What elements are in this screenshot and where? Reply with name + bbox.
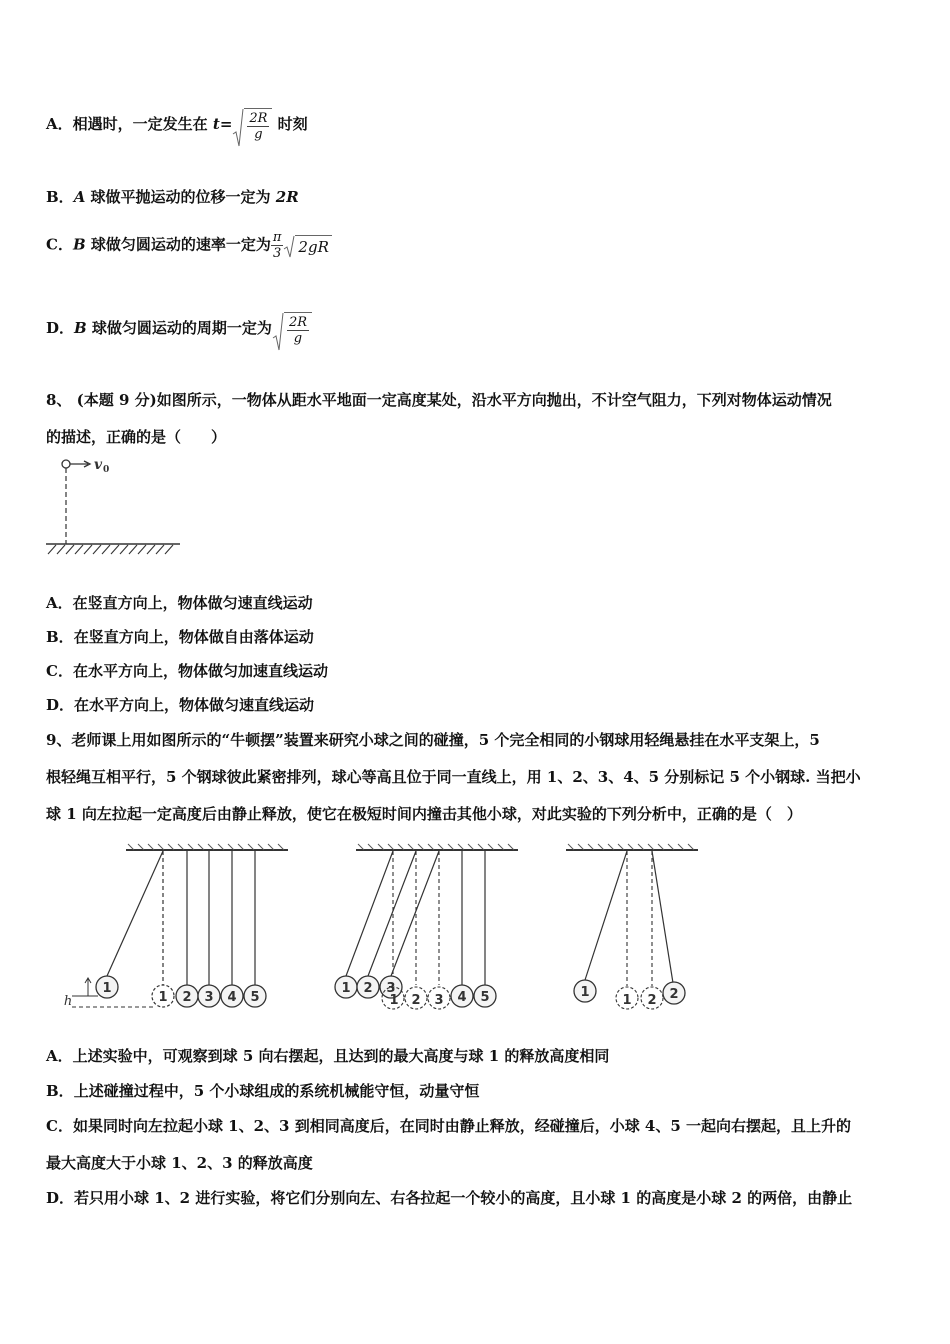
q9-option-c-cont bbox=[46, 1152, 906, 1173]
q7-option-d-num: 2R bbox=[288, 315, 307, 330]
q9-option-a-text: 上述实验中，可观察到球 5 向右摆起，且达到的最大高度与球 1 的释放高度相同 bbox=[72, 1047, 610, 1065]
q7-option-c-var: B bbox=[72, 235, 86, 254]
q9-figure-2 bbox=[335, 844, 518, 1009]
q8-option-b bbox=[46, 626, 314, 647]
q7-option-a-den: g bbox=[254, 127, 263, 142]
q9-h-label: h bbox=[63, 994, 73, 1009]
q9-fig1-ball-1: 1 bbox=[102, 981, 112, 996]
q9-fig2-ball-3-rest: 3 bbox=[434, 993, 444, 1008]
q9-option-d-text: 若只用小球 1、2 进行实验，将它们分别向左、右各拉起一个较小的高度，且小球 1 的高度是小球 2 的两倍，由静止 bbox=[74, 1189, 853, 1207]
q7-option-b-text: 球做平抛运动的位移一定为 bbox=[85, 188, 276, 206]
q9-fig2-ball-4: 4 bbox=[457, 990, 467, 1005]
q9-option-c-text: 如果同时向左拉起小球 1、2、3 到相同高度后，在同时由静止释放，经碰撞后，小球 4、5 一起向右摆起，且上升的 bbox=[72, 1117, 852, 1135]
q7-option-d-sqrt bbox=[272, 312, 312, 346]
q8-option-d bbox=[46, 694, 314, 715]
q7-option-a-sqrt bbox=[232, 108, 272, 142]
q9-figure-1 bbox=[64, 844, 288, 1009]
q7-option-b-value: 2R bbox=[275, 188, 299, 206]
q8-option-d-key: D． bbox=[46, 696, 75, 714]
q9-fig1-ball-5: 5 bbox=[250, 990, 260, 1005]
q7-option-d-den: g bbox=[293, 331, 303, 346]
q7-option-c-coef bbox=[271, 230, 284, 261]
q9-fig1-ball-3: 3 bbox=[204, 990, 214, 1005]
q9-fig1-ball-4: 4 bbox=[227, 990, 237, 1005]
q7-option-d bbox=[46, 312, 312, 346]
q8-option-c-text: 在水平方向上，物体做匀加速直线运动 bbox=[72, 662, 328, 680]
q9-option-c-key: C． bbox=[46, 1117, 73, 1135]
q7-option-a-key: A． bbox=[46, 115, 73, 133]
q7-option-c-key: C． bbox=[46, 235, 73, 254]
q9-fig2-ball-2: 2 bbox=[363, 981, 373, 996]
q8-option-a-text: 在竖直方向上，物体做匀速直线运动 bbox=[72, 594, 313, 612]
q8-stem-line2: 的描述，正确的是（ ） bbox=[46, 428, 227, 446]
q8-option-b-text: 在竖直方向上，物体做自由落体运动 bbox=[73, 628, 314, 646]
q7-option-d-var: B bbox=[74, 319, 87, 337]
q9-option-d-key: D． bbox=[46, 1189, 75, 1207]
q8-ground-hatch bbox=[48, 545, 173, 554]
q9-stem-line3: 球 1 向左拉起一定高度后由静止释放，使它在极短时间内撞击其他小球，对此实验的下列分析中，正确的是（ ） bbox=[46, 805, 802, 823]
q9-figure-3 bbox=[566, 844, 698, 1009]
q9-fig2-ball-1-rest: 1 bbox=[389, 993, 399, 1008]
q8-v-subscript: 0 bbox=[103, 465, 110, 475]
q7-option-a-var: t bbox=[212, 115, 220, 133]
q9-option-c bbox=[46, 1115, 906, 1136]
q9-option-b-key: B． bbox=[46, 1082, 74, 1100]
q7-option-a-num: 2R bbox=[249, 111, 268, 126]
q9-fig3-ball-1: 1 bbox=[580, 985, 590, 1000]
q9-option-b bbox=[46, 1080, 906, 1101]
q8-option-b-key: B． bbox=[46, 628, 74, 646]
q7-option-c-sqrt bbox=[283, 235, 331, 256]
q9-option-a bbox=[46, 1045, 906, 1066]
q9-fig3-ball-1-rest: 1 bbox=[622, 993, 632, 1008]
q7-option-a-text: 相遇时，一定发生在 bbox=[72, 115, 213, 133]
q7-option-c-root: 2gR bbox=[295, 235, 331, 256]
q8-object-ball bbox=[62, 460, 70, 468]
q7-option-c-coef-num: π bbox=[272, 230, 282, 245]
q9-newton-cradle-figures bbox=[58, 838, 708, 1028]
q9-option-c-cont-text: 最大高度大于小球 1、2、3 的释放高度 bbox=[46, 1154, 313, 1172]
q9-fig3-ball-2-rest: 2 bbox=[647, 993, 657, 1008]
q9-option-a-key: A． bbox=[46, 1047, 73, 1065]
q9-fig3-ball-2: 2 bbox=[669, 987, 679, 1002]
q8-stem-line1: 8、 (本题 9 分)如图所示，一物体从距水平地面一定高度某处，沿水平方向抛出，不计空气阻力，下列对物体运动情况 bbox=[46, 391, 832, 409]
q7-option-a-after: 时刻 bbox=[272, 115, 308, 133]
q7-option-c-coef-den: 3 bbox=[273, 246, 282, 261]
q7-option-b bbox=[46, 186, 299, 207]
q7-option-d-text: 球做匀圆运动的周期一定为 bbox=[86, 319, 272, 337]
q8-option-d-text: 在水平方向上，物体做匀速直线运动 bbox=[74, 696, 315, 714]
q8-option-a-key: A． bbox=[46, 594, 73, 612]
q9-fig2-ball-1: 1 bbox=[341, 981, 351, 996]
q9-fig2-ball-3: 3 bbox=[386, 981, 396, 996]
q7-option-c bbox=[46, 230, 332, 261]
q7-option-d-key: D． bbox=[46, 319, 75, 337]
q7-option-b-key: B． bbox=[46, 188, 74, 206]
q7-option-b-var: A bbox=[73, 188, 86, 206]
q9-stem-line2: 根轻绳互相平行，5 个钢球彼此紧密排列，球心等高且位于同一直线上，用 1、2、3、4、5 分别标记 5 个小钢球. 当把小 bbox=[46, 768, 861, 786]
q8-v-label: v bbox=[94, 457, 103, 473]
q9-stem-line1: 9、老师课上用如图所示的“牛顿摆”装置来研究小球之间的碰撞，5 个完全相同的小钢球用轻绳悬挂在水平支架上，5 bbox=[46, 731, 820, 749]
q8-projectile-figure bbox=[44, 452, 184, 560]
q8-option-c bbox=[46, 660, 328, 681]
q7-option-c-text: 球做匀圆运动的速率一定为 bbox=[85, 235, 271, 254]
q9-option-d bbox=[46, 1187, 906, 1208]
q9-fig1-ball-1-rest: 1 bbox=[158, 990, 168, 1005]
q9-fig1-ball-2: 2 bbox=[182, 990, 192, 1005]
q7-option-a-eq: = bbox=[219, 115, 233, 133]
q9-fig2-ball-5: 5 bbox=[480, 990, 490, 1005]
q8-option-a bbox=[46, 592, 313, 613]
q7-option-a bbox=[46, 108, 308, 142]
q9-option-b-text: 上述碰撞过程中，5 个小球组成的系统机械能守恒，动量守恒 bbox=[73, 1082, 480, 1100]
q8-option-c-key: C． bbox=[46, 662, 73, 680]
q9-fig2-ball-2-rest: 2 bbox=[411, 993, 421, 1008]
